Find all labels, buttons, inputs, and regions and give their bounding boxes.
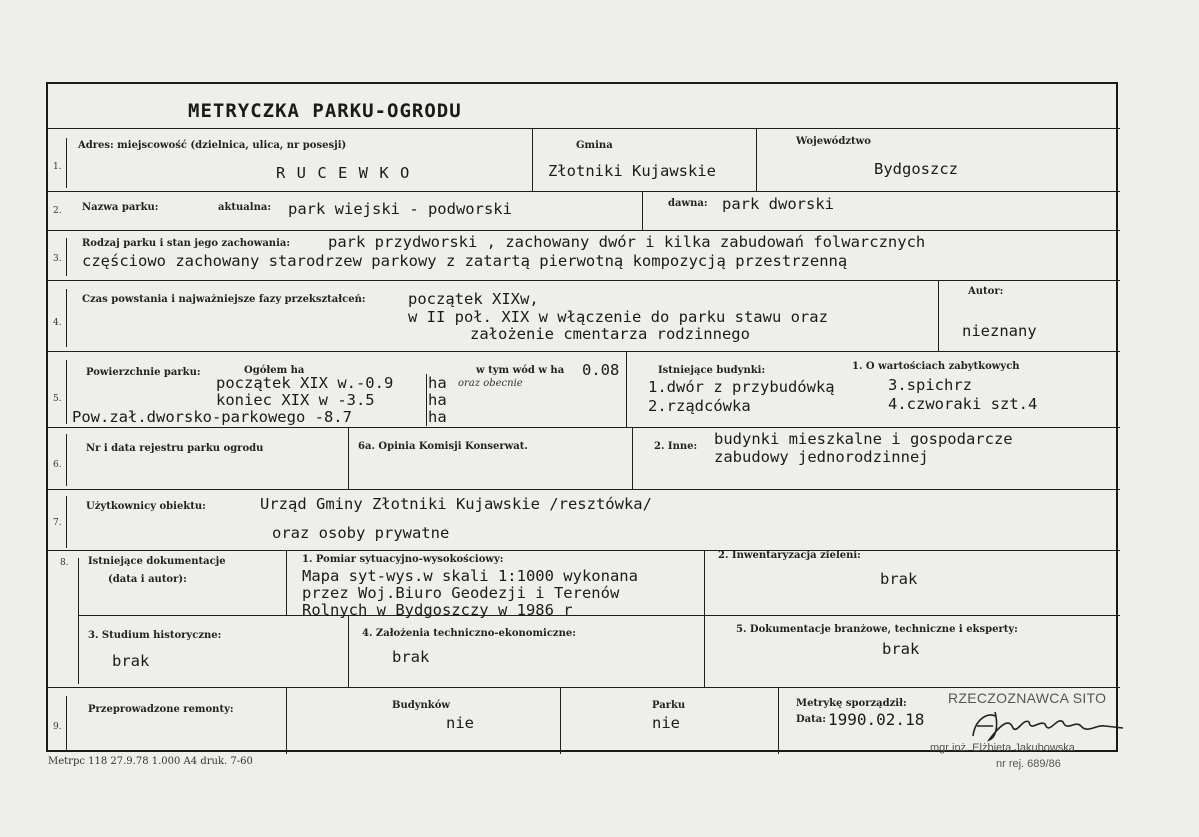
unit-column-line (426, 374, 427, 426)
row-divider (48, 687, 1120, 688)
row-number: 6. (53, 460, 62, 470)
signature-icon (965, 702, 1130, 744)
date-label: Data: (796, 714, 826, 725)
column-divider (348, 615, 349, 687)
area-label: Powierzchnie parku: (86, 367, 201, 378)
row-number: 2. (53, 206, 62, 216)
column-divider (642, 191, 643, 230)
row-divider (48, 128, 1120, 129)
water-area-label: w tym wód w ha (476, 365, 565, 376)
gmina-value: Złotniki Kujawskie (548, 162, 716, 180)
survey-label: 1. Pomiar sytuacyjno-wysokościowy: (302, 554, 504, 565)
print-footer: Metrpc 118 27.9.78 1.000 A4 druk. 7-60 (48, 756, 253, 767)
survey-line-1: Mapa syt-wys.w skali 1:1000 wykonana (302, 567, 638, 585)
gmina-label: Gmina (576, 140, 613, 151)
expert-stamp-register: nr rej. 689/86 (996, 758, 1061, 770)
row-number: 3. (53, 254, 62, 264)
documentation-sublabel: (data i autor): (108, 574, 187, 585)
row-number: 1. (53, 162, 62, 172)
column-divider (632, 427, 633, 489)
building-3: 3.spichrz (888, 376, 972, 394)
historical-study-value: brak (112, 652, 150, 670)
users-label: Użytkownicy obiektu: (86, 501, 206, 512)
number-column-line (66, 434, 67, 486)
historical-study-label: 3. Studium historyczne: (88, 630, 222, 641)
branch-docs-value: brak (882, 640, 920, 658)
voivodeship-value: Bydgoszcz (874, 160, 958, 178)
monument-value-label: 1. O wartościach zabytkowych (852, 361, 1020, 372)
buildings-repair-label: Budynków (392, 700, 451, 711)
other-buildings-line-1: budynki mieszkalne i gospodarcze (714, 430, 1013, 448)
row-number: 5. (53, 394, 62, 404)
row-number: 4. (53, 318, 62, 328)
users-line-1: Urząd Gminy Złotniki Kujawskie /resztówka/ (260, 495, 652, 513)
documentation-label: Istniejące dokumentacje (88, 556, 226, 567)
users-line-2: oraz osoby prywatne (272, 524, 450, 542)
branch-docs-label: 5. Dokumentacje branżowe, techniczne i eksperty: (736, 624, 1018, 635)
form-title: METRYCZKA PARKU-OGRODU (188, 100, 462, 122)
number-column-line (78, 558, 79, 684)
building-2: 2.rządcówka (648, 397, 751, 415)
phases-line-3: założenie cmentarza rodzinnego (470, 325, 750, 343)
column-divider (938, 280, 939, 351)
address-label: Adres: miejscowość (dzielnica, ulica, nr posesji) (78, 140, 347, 151)
buildings-repair-value: nie (446, 714, 474, 732)
row-number: 9. (53, 722, 62, 732)
area-unit: ha (428, 374, 447, 392)
author-value: nieznany (962, 322, 1037, 340)
phases-line-2: w II poł. XIX w włączenie do parku stawu oraz (408, 308, 828, 326)
phases-label: Czas powstania i najważniejsze fazy przekształceń: (82, 294, 366, 305)
area-unit: ha (428, 391, 447, 409)
phases-line-1: początek XIXw, (408, 290, 539, 308)
author-label: Autor: (968, 286, 1004, 297)
number-column-line (66, 496, 67, 548)
column-divider (704, 550, 705, 687)
column-divider (778, 687, 779, 754)
other-buildings-label: 2. Inne: (654, 441, 698, 452)
column-divider (532, 128, 533, 191)
number-column-line (66, 238, 67, 276)
water-area-value: 0.08 (582, 361, 620, 379)
building-1: 1.dwór z przybudówką (648, 378, 835, 396)
expert-stamp-name: mgr inż. Elżbieta Jakubowska (930, 742, 1075, 754)
tech-econ-value: brak (392, 648, 430, 666)
survey-line-3: Rolnych w Bydgoszczy w 1986 r (302, 601, 573, 619)
tech-econ-label: 4. Założenia techniczno-ekonomiczne: (362, 628, 576, 639)
row-divider (48, 280, 1120, 281)
row-number: 8. (60, 558, 69, 568)
total-area-label: Ogółem ha (244, 365, 305, 376)
register-label: Nr i data rejestru parku ogrodu (86, 443, 264, 454)
greenery-label: 2. Inwentaryzacja zieleni: (718, 550, 861, 561)
column-divider (286, 550, 287, 615)
other-buildings-line-2: zabudowy jednorodzinnej (714, 448, 929, 466)
park-repair-value: nie (652, 714, 680, 732)
park-repair-label: Parku (652, 700, 686, 711)
row-number: 7. (53, 518, 62, 528)
column-divider (348, 427, 349, 489)
number-column-line (66, 138, 67, 188)
area-unit: ha (428, 408, 447, 426)
row-divider (78, 615, 1120, 616)
area-line-1: początek XIX w.-0.9 (216, 374, 394, 392)
opinion-label: 6a. Opinia Komisji Konserwat. (358, 441, 528, 452)
row-divider (48, 550, 1120, 551)
row-divider (48, 489, 1120, 490)
park-type-label: Rodzaj parku i stan jego zachowania: (82, 238, 291, 249)
former-name-value: park dworski (722, 195, 834, 213)
handwritten-note: oraz obecnie (458, 378, 523, 389)
park-name-label: Nazwa parku: (82, 202, 159, 213)
building-4: 4.czworaki szt.4 (888, 395, 1038, 413)
area-line-3: Pow.zał.dworsko-parkowego -8.7 (72, 408, 352, 426)
buildings-label: Istniejące budynki: (658, 365, 766, 376)
survey-line-2: przez Woj.Biuro Geodezji i Terenów (302, 584, 620, 602)
row-divider (48, 351, 1120, 352)
voivodeship-label: Województwo (796, 136, 871, 147)
park-record-form (46, 82, 1118, 752)
date-value: 1990.02.18 (828, 710, 925, 729)
expert-stamp-title: RZECZOZNAWCA SITO (948, 690, 1107, 706)
column-divider (756, 128, 757, 191)
repairs-label: Przeprowadzone remonty: (88, 704, 234, 715)
number-column-line (66, 360, 67, 424)
made-by-label: Metrykę sporządził: (796, 698, 907, 709)
row-divider (48, 427, 1120, 428)
park-type-line-1: park przydworski , zachowany dwór i kilka zabudowań folwarcznych (328, 233, 926, 251)
former-name-label: dawna: (668, 198, 708, 209)
area-line-2: koniec XIX w -3.5 (216, 391, 375, 409)
address-value: R U C E W K O (276, 164, 411, 182)
current-name-label: aktualna: (218, 202, 272, 213)
row-divider (48, 191, 1120, 192)
number-column-line (66, 696, 67, 750)
greenery-value: brak (880, 570, 918, 588)
current-name-value: park wiejski - podworski (288, 200, 512, 218)
column-divider (286, 687, 287, 754)
park-type-line-2: częściowo zachowany starodrzew parkowy z zatartą pierwotną kompozycją przestrzenną (82, 252, 848, 270)
column-divider (626, 351, 627, 427)
number-column-line (66, 289, 67, 347)
row-divider (48, 230, 1120, 231)
column-divider (560, 687, 561, 754)
